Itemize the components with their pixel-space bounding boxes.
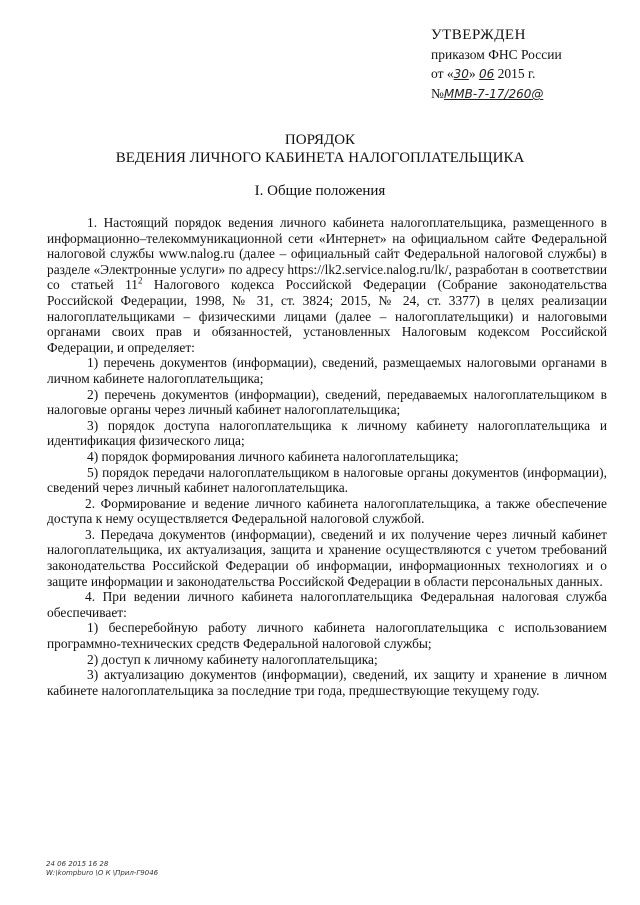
approval-stamp	[431, 26, 611, 104]
approval-day: 30	[453, 67, 469, 81]
list-item: 1) перечень документов (информации), сведений, размещаемых налоговыми органами в личном кабинете налогоплательщика;	[47, 355, 607, 386]
approval-number-line: №ММВ-7-17/260@	[431, 86, 544, 101]
approval-month: 06	[479, 67, 495, 81]
paragraph-4: 4. При ведении личного кабинета налогоплательщика Федеральная налоговая служба обеспечивает:	[47, 589, 607, 620]
list-item: 3) актуализацию документов (информации), сведений, их защиту и хранение в личном кабинете налогоплательщика за последние три года, предшествующие текущему году.	[47, 667, 607, 698]
footer-path: W:\kompburo \О К \Прил-Г9046	[46, 869, 159, 877]
approval-heading: УТВЕРЖДЕН	[431, 27, 526, 43]
approval-order-line: приказом ФНС России	[431, 47, 562, 62]
paragraph-2: 2. Формирование и ведение личного кабинета налогоплательщика, а также обеспечение доступа к нему осуществляется Федеральной налоговой службой.	[47, 495, 607, 527]
footer-timestamp: 24 06 2015 16 28	[46, 860, 109, 868]
list-item: 2) доступ к личному кабинету налогоплательщика;	[87, 651, 378, 667]
list-item: 2) перечень документов (информации), сведений, передаваемых налогоплательщиком в налоговые органы через личный кабинет налогоплательщика;	[47, 386, 607, 418]
section-heading: I. Общие положения	[254, 183, 386, 199]
paragraph-3: 3. Передача документов (информации), сведений и их получение через личный кабинет налогоплательщика, их актуализация, защита и хранение осуществляются с учетом требований законодательства Российской Федерации об информации, информационных технологиях и о защите информации и законодательства Российской Федерации в области персональных данных.	[47, 526, 607, 589]
file-footer	[46, 860, 158, 878]
document-subtitle: ВЕДЕНИЯ ЛИЧНОГО КАБИНЕТА НАЛОГОПЛАТЕЛЬЩИКА	[115, 150, 525, 166]
document-body	[47, 215, 607, 698]
list-item: 4) порядок формирования личного кабинета налогоплательщика;	[87, 448, 459, 464]
list-item: 1) бесперебойную работу личного кабинета налогоплательщика с использованием программно-технических средств Федеральной налоговой службы;	[47, 620, 607, 652]
list-item: 5) порядок передачи налогоплательщиком в налоговые органы документов (информации), сведений через личный кабинет налогоплательщика.	[47, 464, 607, 496]
approval-number: ММВ-7-17/260@	[443, 87, 544, 101]
document-title: ПОРЯДОК	[284, 132, 356, 148]
list-item: 3) порядок доступа налогоплательщика к личному кабинету налогоплательщика и идентификация физического лица;	[47, 417, 607, 449]
approval-date-line: от «30» 06 2015 г.	[431, 66, 536, 81]
paragraph-1: 1. Настоящий порядок ведения личного кабинета налогоплательщика, размещенного в информационно–телекоммуникационной сети «Интернет» на официальном сайте Федеральной налоговой службы www.nalog.ru (далее – официальный сайт Федеральной налоговой службы) в разделе «Электронные услуги» по адресу https://lk2.service.nalog.ru/lk/, разработан в соответствии со статьей $11^2$ Налогового кодекса Российской Федерации (Собрание законодательства Российской Федерации, 1998, № 31, ст. 3824; 2015, № 24, ст. 3377) в целях реализации налогоплательщиками – физическими лицами (далее – налогоплательщики) и налоговыми органами своих прав и обязанностей, установленных Налоговым кодексом Российской Федерации, и определяет:	[47, 215, 607, 355]
